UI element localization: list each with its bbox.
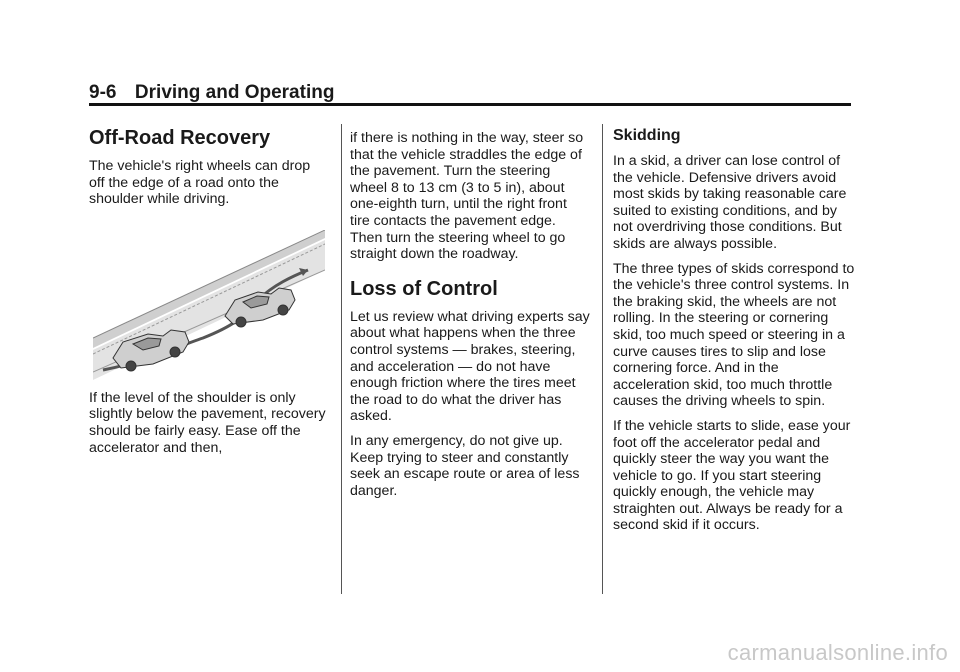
column-divider (602, 124, 603, 594)
chapter-title: Driving and Operating (134, 82, 335, 103)
paragraph: In any emergency, do not give up. Keep trying to steer and constantly seek an escape route or area of less danger. (350, 432, 580, 499)
column-2 (350, 130, 590, 507)
paragraph: Let us review what driving experts say about what happens when the three control systems — brakes, steering, and acceleration — do not have enough friction where the tires meet the road to do what the driver has asked. (350, 308, 590, 425)
header-rule (89, 103, 851, 106)
section-heading-skidding: Skidding (613, 127, 681, 144)
section-heading-loss-of-control: Loss of Control (350, 277, 498, 300)
paragraph: The vehicle's right wheels can drop off the edge of a road onto the shoulder while driving. (89, 158, 311, 208)
paragraph: If the vehicle starts to slide, ease your foot off the accelerator pedal and quickly steer the way you want the vehicle to go. If you start steering quickly enough, the vehicle may straighten out. Always be ready for a second skid if it occurs. (613, 417, 851, 534)
column-1 (89, 126, 329, 464)
section-heading-off-road-recovery: Off-Road Recovery (89, 127, 271, 149)
column-3 (613, 126, 858, 542)
page-number: 9-6 (89, 82, 117, 103)
off-road-recovery-illustration (93, 230, 325, 380)
paragraph: If the level of the shoulder is only slightly below the pavement, recovery should be fairly easy. Ease off the accelerator and then, (89, 389, 326, 456)
watermark-text: carmanualsonline.info (727, 640, 948, 665)
paragraph: The three types of skids correspond to the vehicle's three control systems. In the braking skid, the wheels are not rolling. In the steering or cornering skid, too much speed or steering in a curve causes tires to slip and lose cornering force. And in the acceleration skid, too much throttle causes the driving wheels to spin. (613, 260, 855, 410)
paragraph: In a skid, a driver can lose control of the vehicle. Defensive drivers avoid most skids by taking reasonable care suited to existing conditions, and by not overdriving those conditions. But skids are always possible. (613, 153, 847, 252)
column-divider (341, 124, 342, 594)
paragraph: if there is nothing in the way, steer so that the vehicle straddles the edge of the pavement. Turn the steering wheel 8 to 13 cm (3 to 5 in), about one-eighth turn, until the right front tire contacts the pavement edge. Then turn the steering wheel to go straight down the roadway. (350, 130, 584, 263)
